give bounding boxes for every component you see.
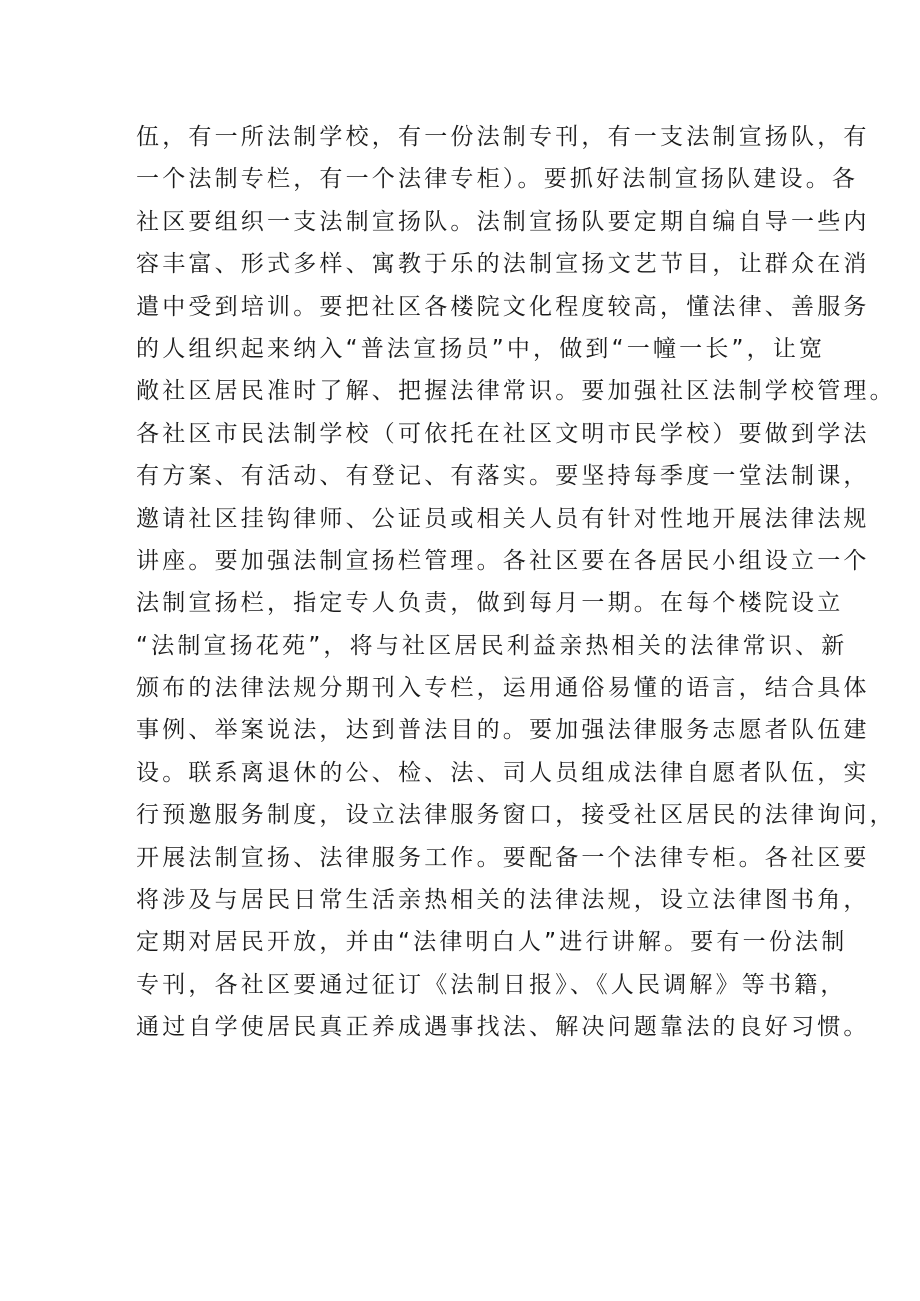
text-line: 讲座。要加强法制宣扬栏管理。各社区要在各居民小组设立一个 [136,547,870,574]
text-line: 敞社区居民准时了解、把握法律常识。要加强社区法制学校管理。 [136,378,896,405]
text-line: 通过自学使居民真正养成遇事找法、解决问题靠法的良好习惯。 [136,1014,870,1041]
text-line: 伍，有一所法制学校，有一份法制专刊，有一支法制宣扬队，有 [136,124,870,150]
text-line: 法制宣扬栏，指定专人负责，做到每月一期。在每个楼院设立 [136,590,844,617]
text-line: 专刊，各社区要通过征订《法制日报》、《人民调解》等书籍， [136,971,847,998]
text-line: 定期对居民开放，并由“法律明白人”进行讲解。要有一份法制 [136,929,848,956]
text-line: 一个法制专栏，有一个法律专柜）。要抓好法制宣扬队建设。各 [136,166,859,193]
text-line: 设。联系离退休的公、检、法、司人员组成法律自愿者队伍，实 [136,759,870,786]
body-text [136,116,896,1049]
text-line: 遣中受到培训。要把社区各楼院文化程度较高，懂法律、善服务 [136,293,870,320]
text-line: 事例、举案说法，达到普法目的。要加强法律服务志愿者队伍建 [136,717,870,744]
text-line: 有方案、有活动、有登记、有落实。要坚持每季度一堂法制课， [136,463,870,490]
text-line: 开展法制宣扬、法律服务工作。要配备一个法律专柜。各社区要 [136,844,870,871]
text-line: 邀请社区挂钩律师、公证员或相关人员有针对性地开展法律法规 [136,505,870,532]
text-line: “法制宣扬花苑”，将与社区居民利益亲热相关的法律常识、新 [136,632,848,659]
text-line: 各社区市民法制学校（可依托在社区文明市民学校）要做到学法 [136,420,870,447]
text-line: 容丰富、形式多样、寓教于乐的法制宣扬文艺节目，让群众在消 [136,251,870,278]
text-line: 行预邀服务制度，设立法律服务窗口，接受社区居民的法律询问， [136,802,896,829]
text-line: 颁布的法律法规分期刊入专栏，运用通俗易懂的语言，结合具体 [136,675,870,702]
text-line: 的人组织起来纳入“普法宣扬员”中，做到“一幢一长”，让宽 [136,335,826,362]
text-line: 将涉及与居民日常生活亲热相关的法律法规，设立法律图书角， [136,887,870,914]
text-line: 社区要组织一支法制宣扬队。法制宣扬队要定期自编自导一些内 [136,208,870,235]
